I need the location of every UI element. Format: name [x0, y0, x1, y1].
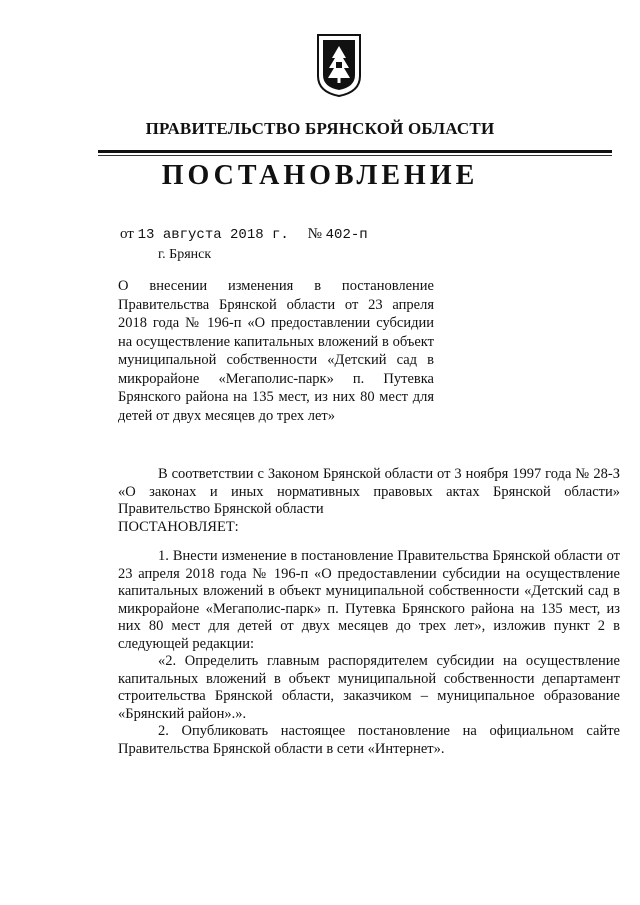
item-1-quote-paragraph: «2. Определить главным распорядителем субсидии на осуществление капитальных вложений в объект муниципальной собственности департамент строительства Брянской области, заказчиком – муниципальное образование «Брянский район».». [118, 653, 620, 722]
date-prefix: от [120, 226, 134, 242]
document-type-title: ПОСТАНОВЛЕНИЕ [161, 160, 479, 191]
item-1-paragraph: 1. Внести изменение в постановление Правительства Брянской области от 23 апреля 2018 года № 196-п «О предоставлении субсидии на осуществление капитальных вложений в объект муниципальной собственности «Детский сад в микрорайоне «Мегаполис-парк» п. Путевка Брянского района на 135 мест, из них 80 мест для детей от двух месяцев до трех лет», изложив пункт 2 в следующей редакции: [118, 548, 620, 652]
decree-date: 13 августа 2018 г. [137, 227, 289, 243]
header-rule-thick [98, 150, 612, 153]
decree-number: 402-п [325, 227, 368, 243]
preamble-paragraph: В соответствии с Законом Брянской области от 3 ноября 1997 года № 28-З «О законах и иных нормативных правовых актах Брянской области» Правительство Брянской области [118, 466, 620, 517]
city-label: г. Брянск [158, 247, 212, 262]
decree-word: ПОСТАНОВЛЯЕТ: [118, 518, 239, 535]
decree-body [118, 466, 620, 758]
number-prefix: № [307, 226, 322, 242]
decree-subject: О внесении изменения в постановление Правительства Брянской области от 23 апреля 2018 года № 196-п «О предоставлении субсидии на осуществление капитальных вложений в объект муниципальной собственности «Детский сад в микрорайоне «Мегаполис-парк» п. Путевка Брянского района на 135 мест, из них 80 мест для детей от двух месяцев до трех лет» [118, 278, 434, 424]
registration-line [120, 226, 368, 243]
header-rule-thin [98, 155, 612, 156]
organization-name: ПРАВИТЕЛЬСТВО БРЯНСКОЙ ОБЛАСТИ [145, 119, 495, 138]
coat-of-arms-icon [315, 32, 363, 98]
item-2-paragraph: 2. Опубликовать настоящее постановление на официальном сайте Правительства Брянской области в сети «Интернет». [118, 723, 620, 757]
